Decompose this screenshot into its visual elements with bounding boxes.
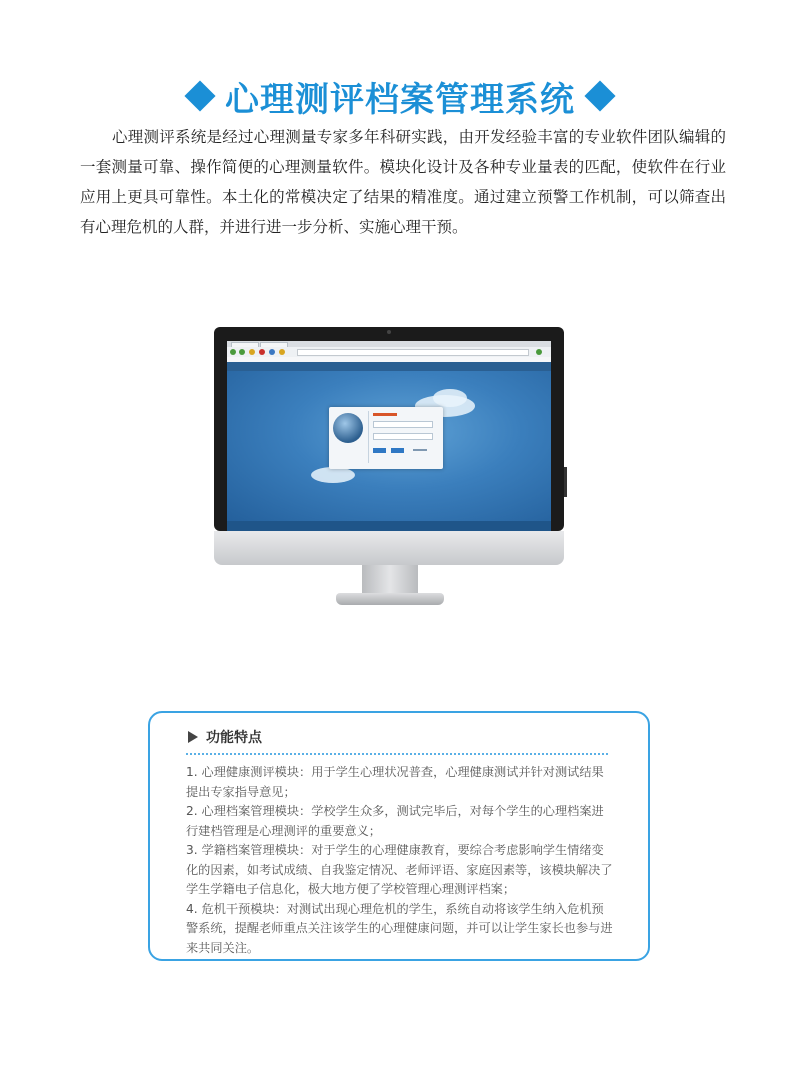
features-box xyxy=(148,711,650,961)
password-field xyxy=(373,433,433,440)
favorites-icon xyxy=(279,349,285,355)
monitor-side-port xyxy=(564,467,567,497)
feature-item: 4. 危机干预模块：对测试出现心理危机的学生，系统自动将该学生纳入危机预警系统，提醒老师重点关注该学生的心理健康问题，并可以让学生家长也参与进来共同关注。 xyxy=(186,901,613,955)
login-title-bar xyxy=(373,413,397,416)
monitor-stand-base xyxy=(336,593,444,605)
back-icon xyxy=(230,349,236,355)
page-title: 心理测评档案管理系统 xyxy=(225,79,575,120)
intro-paragraph: 心理测评系统是经过心理测量专家多年科研实践，由开发经验丰富的专业软件团队编辑的一套测量可靠、操作简便的心理测量软件。模块化设计及各种专业量表的匹配，使软件在行业应用上更具可靠性。本土化的常模决定了结果的精准度。通过建立预警工作机制，可以筛查出有心理危机的人群，并进行进一步分析、实施心理干预。 xyxy=(80,128,726,236)
camera-dot xyxy=(387,330,391,334)
address-bar xyxy=(297,349,529,356)
cloud-shape xyxy=(433,389,467,407)
diamond-icon xyxy=(584,80,615,111)
app-header-bar xyxy=(227,362,551,371)
monitor-illustration xyxy=(214,327,564,607)
globe-icon xyxy=(333,413,363,443)
feature-item: 3. 学籍档案管理模块：对于学生的心理健康教育，要综合考虑影响学生情绪变化的因素，如考试成绩、自我鉴定情况、老师评语、家庭因素等，该模块解决了学生学籍电子信息化，极大地方便了学校管理心理测评档案； xyxy=(186,843,613,896)
monitor-screen xyxy=(227,341,551,533)
monitor-chin xyxy=(214,531,564,565)
feature-item: 1. 心理健康测评模块：用于学生心理状况普查，心理健康测试并针对测试结果提出专家指导意见； xyxy=(186,765,604,799)
login-button xyxy=(373,448,386,453)
features-header xyxy=(188,727,262,747)
reset-button xyxy=(391,448,404,453)
features-list xyxy=(186,763,614,958)
dotted-divider xyxy=(186,753,608,755)
help-link xyxy=(413,449,427,451)
forward-icon xyxy=(239,349,245,355)
stop-icon xyxy=(259,349,265,355)
triangle-right-icon xyxy=(188,731,198,743)
cloud-shape xyxy=(311,467,355,483)
diamond-icon xyxy=(184,80,215,111)
features-title: 功能特点 xyxy=(206,730,262,746)
login-divider xyxy=(368,411,369,463)
refresh-icon xyxy=(249,349,255,355)
feature-item: 2. 心理档案管理模块：学校学生众多，测试完毕后，对每个学生的心理档案进行建档管理是心理测评的重要意义； xyxy=(186,804,604,838)
username-field xyxy=(373,421,433,428)
page-title-row xyxy=(0,68,800,124)
go-icon xyxy=(536,349,542,355)
home-icon xyxy=(269,349,275,355)
monitor-stand-neck xyxy=(362,565,418,595)
